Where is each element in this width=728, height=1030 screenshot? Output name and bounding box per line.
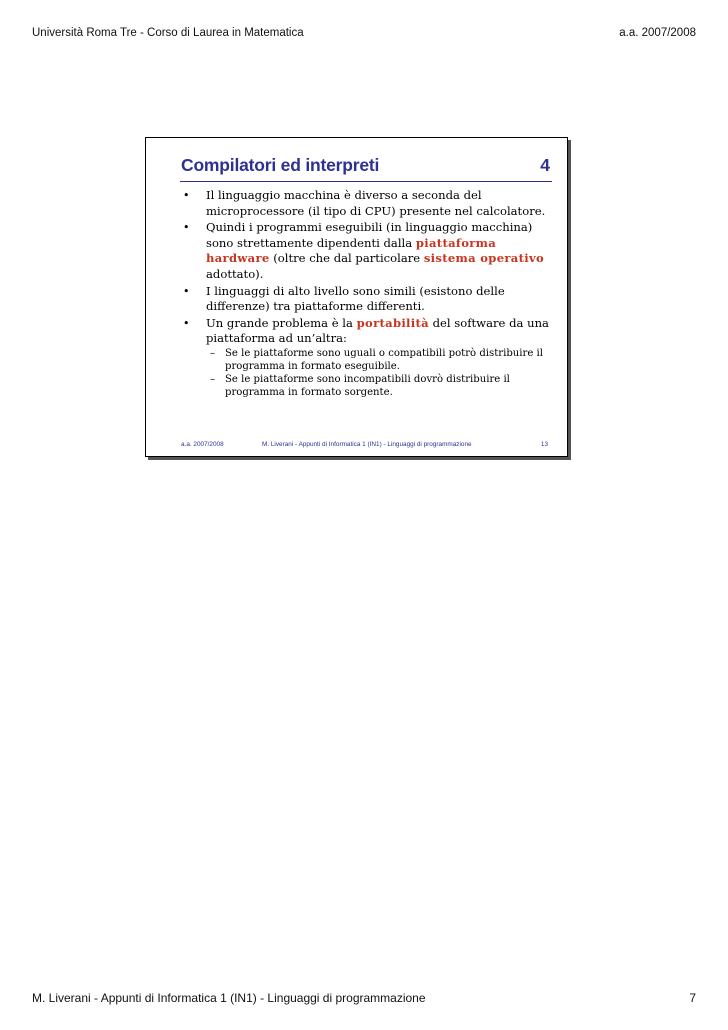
bullet-text: Quindi i programmi eseguibili (in linguaggio macchina) sono strettamente dipendenti dalla bbox=[206, 220, 533, 250]
bullet-mark: • bbox=[183, 221, 190, 235]
sub-bullet-text: Se le piattaforme sono incompatibili dovrò distribuire il programma in formato sorgente. bbox=[225, 374, 510, 398]
dash-mark: – bbox=[210, 374, 216, 386]
slide-footer-course: M. Liverani - Appunti di Informatica 1 (IN1) - Linguaggi di programmazione bbox=[262, 441, 472, 448]
slide-title: Compilatori ed interpreti bbox=[181, 155, 380, 175]
bullet-text: adottato). bbox=[206, 266, 264, 281]
bullet-text: Un grande problema è la bbox=[206, 315, 357, 330]
bullet-text: (oltre che dal particolare bbox=[269, 251, 424, 266]
slide-section-number: 4 bbox=[540, 155, 550, 175]
footer-document-title: M. Liverani - Appunti di Informatica 1 (IN1) - Linguaggi di programmazione bbox=[32, 991, 426, 1005]
footer-page-number: 7 bbox=[689, 991, 696, 1005]
bullet-text: del software da una piattaforma ad un’altra: bbox=[206, 315, 549, 346]
dash-mark: – bbox=[210, 347, 216, 359]
bullet-item bbox=[181, 220, 559, 282]
bullet-mark: • bbox=[183, 189, 190, 202]
sub-bullet-text: Se le piattaforme sono uguali o compatibili potrò distribuire il programma in formato eseguibile. bbox=[225, 347, 543, 372]
header-course: Università Roma Tre - Corso di Laurea in Matematica bbox=[32, 27, 304, 39]
slide-footer bbox=[181, 441, 548, 448]
bullet-list bbox=[181, 188, 559, 399]
highlight-term: piattaforma hardware bbox=[206, 235, 497, 266]
bullet-item bbox=[181, 188, 559, 219]
page-footer bbox=[32, 991, 696, 1005]
bullet-item bbox=[181, 284, 559, 315]
bullet-mark: • bbox=[183, 316, 190, 330]
slide-page-number: 13 bbox=[540, 441, 548, 448]
highlight-term: sistema operativo bbox=[423, 251, 545, 266]
sub-bullet-item bbox=[181, 348, 559, 373]
header-academic-year: a.a. 2007/2008 bbox=[619, 27, 696, 39]
slide-footer-year: a.a. 2007/2008 bbox=[181, 441, 224, 448]
page-header bbox=[32, 27, 696, 39]
bullet-mark: • bbox=[183, 284, 190, 298]
sub-bullet-item bbox=[181, 374, 559, 399]
bullet-text: Il linguaggio macchina è diverso a seconda del microprocessore (il tipo di CPU) presente nel calcolatore. bbox=[206, 188, 546, 218]
bullet-item bbox=[181, 316, 559, 347]
bullet-text: I linguaggi di alto livello sono simili (esistono delle differenze) tra piattaforme differenti. bbox=[206, 283, 505, 314]
highlight-term: portabilità bbox=[356, 315, 429, 330]
title-divider bbox=[180, 181, 552, 182]
slide bbox=[145, 137, 568, 457]
